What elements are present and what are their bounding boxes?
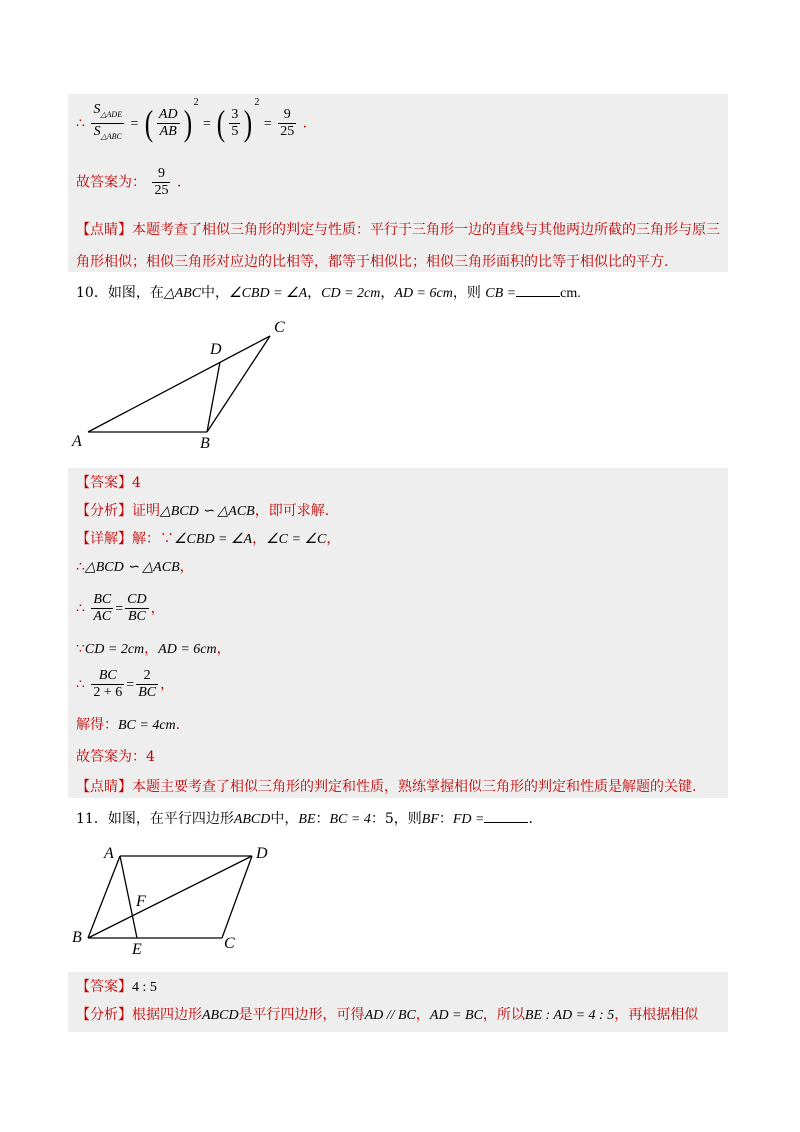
q10-comment: 【点睛】本题主要考查了相似三角形的判定和性质，熟练掌握相似三角形的判定和性质是解题的关键. (76, 779, 697, 795)
bc-ac-fraction: $\frac{BC}{AC}$ (93, 592, 112, 624)
q10-detail: 【详解】解：∵∠CBD = ∠A，∠C = ∠C， (76, 531, 341, 547)
three-fifths-fraction: $\frac{3}{5}$ (231, 106, 239, 139)
point-A-label: A (72, 433, 82, 450)
q11-stem: 11．如图，在平行四边形ABCD中，BE：BC = 4：5，则BF：FD = . (76, 808, 533, 829)
q10-final: 故答案为：4 (76, 749, 155, 765)
point-D-label: D (210, 341, 222, 358)
bc-sum-fraction: $\frac{BC}{2 + 6}$ (93, 668, 123, 700)
prev-comment-line2: 角形相似；相似三角形对应边的比相等，都等于相似比；相似三角形面积的比等于相似比的平方. (76, 254, 669, 270)
prev-comment-line1: 【点睛】本题考查了相似三角形的判定与性质：平行于三角形一边的直线与其他两边所截的三角形与原三 (76, 222, 720, 238)
two-bc-fraction: $\frac{2}{BC}$ (138, 668, 157, 700)
q10-stem: 10．如图，在△ABC中，∠CBD = ∠A，CD = 2cm，AD = 6cm，则 CB = cm. (76, 282, 581, 303)
prev-answer-fraction: $\frac{9}{25}$ (154, 166, 169, 198)
nine-25-fraction: $\frac{9}{25}$ (280, 106, 295, 139)
point-E-label: E (132, 941, 142, 958)
therefore-symbol: ∴ (76, 115, 85, 132)
prev-area-ratio-line: ∴ $\frac{S_{\triangle ADE}}{S_{\triangle ABC}}$ = ( $\frac{AD}{AB}$ )$^2$ = ( $\frac{3}{5}$ )$^2$ = $\frac{9}{25}$ . (76, 97, 308, 144)
point-C-label: C (274, 319, 285, 336)
q10-triangle-figure (60, 312, 300, 452)
point-A-label: A (104, 845, 114, 862)
point-B-label: B (200, 435, 210, 452)
q10-step5: ∴ $\frac{BC}{2 + 6}$ = $\frac{2}{BC}$ ， (76, 668, 175, 700)
point-B-label: B (72, 929, 82, 946)
q10-step4: ∵CD = 2cm，AD = 6cm， (76, 641, 231, 657)
q10-analysis: 【分析】证明△BCD ∽ △ACB，即可求解. (76, 503, 330, 519)
cd-bc-fraction: $\frac{CD}{BC}$ (127, 592, 147, 624)
q10-step3: ∴ $\frac{BC}{AC}$ = $\frac{CD}{BC}$ ， (76, 592, 165, 624)
q11-answer-blank[interactable] (484, 808, 528, 823)
q11-analysis: 【分析】根据四边形ABCD是平行四边形，可得AD // BC，AD = BC，所以BE : AD = 4 : 5，再根据相似 (76, 1007, 699, 1023)
point-F-label: F (136, 893, 146, 910)
area-ratio-fraction: $\frac{S_{\triangle ADE}}{S_{\triangle ABC}}$ (93, 102, 123, 141)
q11-parallelogram-figure (60, 838, 290, 958)
ad-ab-fraction: $\frac{AD}{AB}$ (158, 106, 178, 139)
q10-answer-blank[interactable] (516, 282, 560, 297)
point-D-label: D (256, 845, 268, 862)
q11-answer: 【答案】4 : 5 (76, 979, 157, 995)
q10-step2: ∴△BCD ∽ △ACB， (76, 559, 194, 575)
q10-answer: 【答案】4 (76, 475, 141, 491)
point-C-label: C (224, 935, 235, 952)
q10-solve: 解得：BC = 4cm. (76, 717, 181, 733)
prev-answer-line: 故答案为： $\frac{9}{25}$ . (76, 166, 182, 198)
